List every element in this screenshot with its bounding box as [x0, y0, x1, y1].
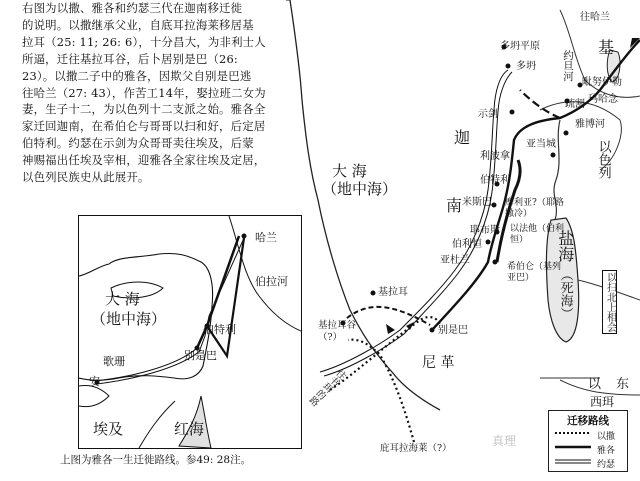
inset-map — [78, 215, 302, 449]
label-seir-2: 东 — [616, 377, 630, 392]
inset-haran: 哈兰 — [255, 231, 277, 244]
label-hebron: 希伯仑（基列亚巴） — [507, 262, 562, 283]
label-negeb: 尼 革 — [422, 355, 455, 371]
label-gibeah: 亚杜兰 — [440, 255, 470, 266]
desc-line: 伯特利。约瑟在示剑为众哥哥卖往埃及，后蒙 — [22, 136, 254, 151]
desc-line: 的说明。以撒继承父业，自底耳拉海莱移居基 — [22, 17, 254, 32]
label-ji: 基 — [598, 38, 615, 57]
inset-bethel: 伯特利 — [203, 323, 236, 336]
label-shechem: 示剑 — [478, 109, 498, 120]
inset-sea-2: （地中海） — [91, 310, 167, 328]
label-tyre-north: 往哈兰 — [580, 12, 610, 23]
label-sea-2: （地中海） — [322, 180, 398, 198]
map-legend — [548, 410, 628, 472]
label-gerar: 基拉耳 — [378, 287, 408, 298]
desc-line: 右图为以撒、雅各和约瑟三代在迦南移迁徙 — [22, 1, 243, 15]
label-dothan-plain: 多坍平原 — [500, 41, 540, 52]
desc-line: 妻，生子十二，为以色列十二支派之始。雅各全 — [22, 102, 266, 117]
label-bethlehem: 伯利恒 — [452, 239, 482, 250]
watermark: 真理 — [492, 434, 517, 448]
label-gerar-valley: 基拉耳谷（?） — [318, 320, 357, 343]
label-jerusalem: 耶布斯 — [470, 225, 500, 236]
inset-beersheba: 别是巴 — [184, 349, 217, 362]
label-jabbok: 雅博河 — [575, 119, 605, 130]
inset-red-sea: 红海 — [174, 420, 205, 438]
label-lahairoi: 庇耳拉海莱（?） — [380, 443, 452, 454]
desc-line: 23）。以撒二子中的雅各，因欺父自别是巴逃 — [22, 68, 252, 83]
label-adam: 亚当城 — [526, 139, 556, 150]
desc-line: 神赐福出任埃及宰相，迎雅各全家往埃及定居， — [22, 153, 266, 168]
legend-title: 迁移路线 — [567, 415, 609, 427]
desc-line: 所逼，迁往基拉耳谷，后卜居别是巴（26: — [22, 51, 238, 66]
label-edom-route: 以扫北上相会 — [602, 270, 617, 334]
inset-caption: 上图为雅各一生迁徙路线。参49: 28注。 — [60, 454, 252, 466]
label-jordan: 约旦河 — [562, 50, 575, 82]
legend-item: 以撒 — [597, 432, 616, 442]
label-dead-sea-2: （死海） — [557, 268, 573, 320]
label-ephrath: 以法他（伯利恒） — [510, 224, 565, 245]
label-peniel: 毗努伊勒 — [582, 77, 622, 88]
label-beersheba: 别是巴 — [438, 325, 468, 336]
legend-item: 雅各 — [597, 446, 616, 456]
label-wilderness: 往书珥的路 — [306, 365, 348, 408]
label-israel: 以色列 — [595, 140, 611, 179]
inset-sea-1: 大 海 — [105, 290, 140, 308]
desc-line: 往哈兰（27: 43），作苦工14年，娶拉班二女为 — [22, 85, 266, 100]
isaac-route — [348, 340, 414, 442]
label-dothan: 多坍 — [516, 61, 536, 72]
desc-line: 拉耳（25: 11; 26: 6），十分昌大，为非利士人 — [22, 34, 266, 49]
label-sea-1: 大 海 — [332, 162, 367, 180]
label-mahanaim: 玛哈念 — [588, 94, 618, 105]
inset-euphrates: 伯拉河 — [255, 275, 288, 288]
coastline — [290, 0, 440, 410]
label-succoth: 疏割 — [565, 99, 585, 110]
label-dead-sea-1: 盐海 — [555, 230, 575, 262]
label-bethel: 伯特利 — [480, 175, 510, 186]
label-seir-1: 以 — [588, 377, 602, 392]
inset-goshen: 歌珊 — [103, 355, 125, 368]
desc-line: 以色列民族史从此展开。 — [22, 170, 150, 185]
legend-item: 约瑟 — [597, 460, 616, 470]
label-luz: 利波拿 — [480, 151, 510, 162]
inset-an: 安 — [89, 375, 100, 388]
inset-egypt: 埃及 — [93, 420, 124, 438]
label-michmash: 米斯巴 — [462, 197, 492, 208]
label-moriah: 摩利亚?（耶路撒冷） — [505, 198, 564, 219]
desc-line: 家迁回迦南，在希伯仑与哥哥以扫和好，后定居 — [22, 119, 266, 134]
label-seir-3: 西珥 — [590, 395, 615, 409]
label-canaan-2: 南 — [446, 196, 463, 215]
label-canaan-1: 迦 — [454, 128, 471, 147]
